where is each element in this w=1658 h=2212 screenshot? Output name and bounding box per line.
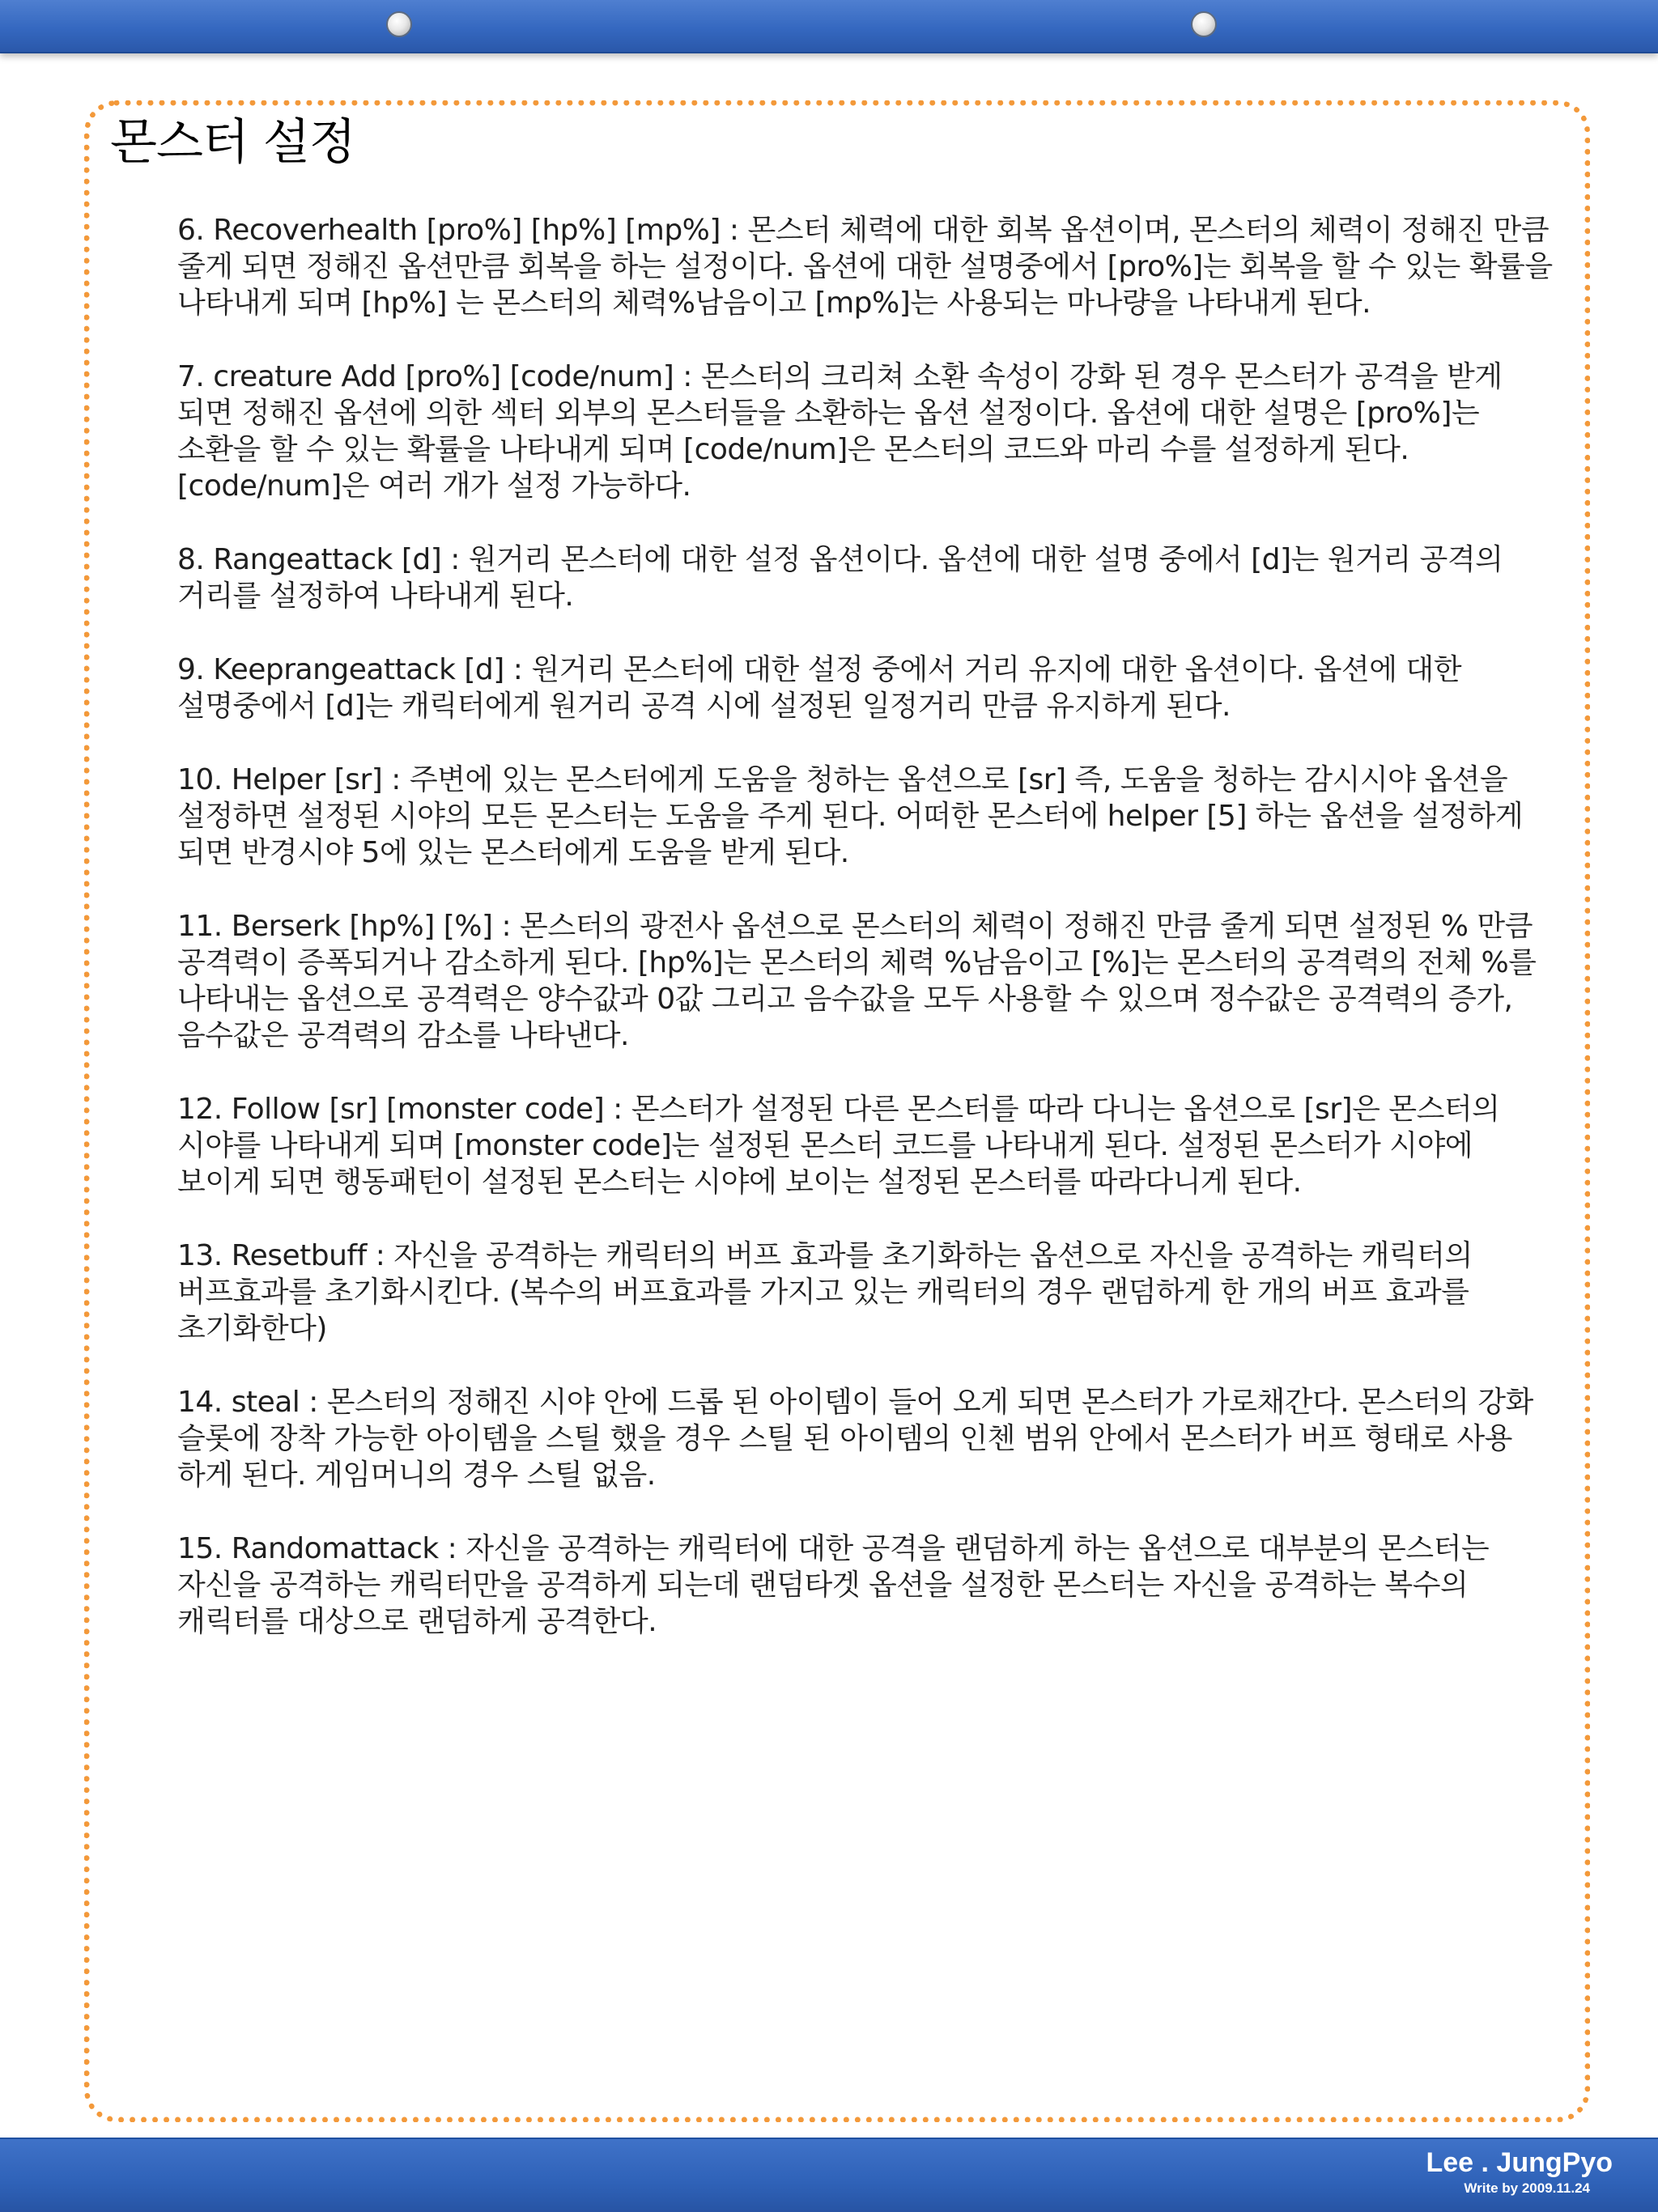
option-paragraph: 14. steal : 몬스터의 정해진 시야 안에 드롭 된 아이템이 들어 오게 되면 몬스터가 가로채간다. 몬스터의 강화 슬롯에 장착 가능한 아이템을 스틸 했을 경우 스틸 된 아이템의 인첸 범위 안에서 몬스터가 버프 형태로 사용 하게 된다. 게임머니의 경우 스틸 없음. xyxy=(177,1386,1533,1492)
option-paragraph: 13. Resetbuff : 자신을 공격하는 캐릭터의 버프 효과를 초기화하는 옵션으로 자신을 공격하는 캐릭터의 버프효과를 초기화시킨다. (복수의 버프효과를 가지고 있는 캐릭터의 경우 랜덤하게 한 개의 버프 효과를 초기화한다) xyxy=(177,1239,1473,1345)
option-paragraph: 15. Randomattack : 자신을 공격하는 캐릭터에 대한 공격을 랜덤하게 하는 옵션으로 대부분의 몬스터는 자신을 공격하는 캐릭터만을 공격하게 되는데 랜덤타겟 옵션을 설정한 몬스터는 자신을 공격하는 복수의 캐릭터를 대상으로 랜덤하게 공격한다. xyxy=(177,1532,1490,1638)
option-paragraph: 11. Berserk [hp%] [%] : 몬스터의 광전사 옵션으로 몬스터의 체력이 정해진 만큼 줄게 되면 설정된 % 만큼 공격력이 증폭되거나 감소하게 된다. [hp%]는 몬스터의 체력 %남음이고 [%]는 몬스터의 공격력의 전체 %를 나타내는 옵션으로 공격력은 양수값과 0값 그리고 음수값을 모두 사용할 수 있으며 정수값은 공격력의 증가, 음수값은 공격력의 감소를 나타낸다. xyxy=(177,910,1537,1052)
option-paragraph: 8. Rangeattack [d] : 원거리 몬스터에 대한 설정 옵션이다. 옵션에 대한 설명 중에서 [d]는 원거리 공격의 거리를 설정하여 나타내게 된다. xyxy=(177,543,1503,613)
binder-ring-icon xyxy=(1191,11,1217,37)
options-list xyxy=(177,212,1554,1677)
bottom-bar xyxy=(0,2138,1658,2212)
page-title: 몬스터 설정 xyxy=(110,114,355,171)
option-paragraph: 10. Helper [sr] : 주변에 있는 몬스터에게 도움을 청하는 옵션으로 [sr] 즉, 도움을 청하는 감시시야 옵션을 설정하면 설정된 시야의 모든 몬스터는 도움을 주게 된다. 어떠한 몬스터에 helper [5] 하는 옵션을 설정하게 되면 반경시야 5에 있는 몬스터에게 도움을 받게 된다. xyxy=(177,763,1524,869)
option-paragraph: 9. Keeprangeattack [d] : 원거리 몬스터에 대한 설정 중에서 거리 유지에 대한 옵션이다. 옵션에 대한 설명중에서 [d]는 캐릭터에게 원거리 공격 시에 설정된 일정거리 만큼 유지하게 된다. xyxy=(177,653,1461,723)
option-paragraph: 12. Follow [sr] [monster code] : 몬스터가 설정된 다른 몬스터를 따라 다니는 옵션으로 [sr]은 몬스터의 시야를 나타내게 되며 [monster code]는 설정된 몬스터 코드를 나타내게 된다. 설정된 몬스터가 시야에 보이게 되면 행동패턴이 설정된 몬스터는 시야에 보이는 설정된 몬스터를 따라다니게 된다. xyxy=(177,1093,1500,1199)
option-paragraph: 7. creature Add [pro%] [code/num] : 몬스터의 크리쳐 소환 속성이 강화 된 경우 몬스터가 공격을 받게 되면 정해진 옵션에 의한 섹터 외부의 몬스터들을 소환하는 옵션 설정이다. 옵션에 대한 설명은 [pro%]는 소환을 할 수 있는 확률을 나타내게 되며 [code/num]은 몬스터의 코드와 마리 수를 설정하게 된다. [code/num]은 여러 개가 설정 가능하다. xyxy=(177,360,1503,503)
write-date: Write by 2009.11.24 xyxy=(1464,2180,1590,2196)
top-bar xyxy=(0,0,1658,53)
option-paragraph: 6. Recoverhealth [pro%] [hp%] [mp%] : 몬스터 체력에 대한 회복 옵션이며, 몬스터의 체력이 정해진 만큼 줄게 되면 정해진 옵션만큼 회복을 하는 설정이다. 옵션에 대한 설명중에서 [pro%]는 회복을 할 수 있는 확률을 나타내게 되며 [hp%] 는 몬스터의 체력%남음이고 [mp%]는 사용되는 마나량을 나타내게 된다. xyxy=(177,214,1553,320)
binder-ring-icon xyxy=(386,11,412,37)
author-name: Lee . JungPyo xyxy=(1426,2147,1613,2178)
